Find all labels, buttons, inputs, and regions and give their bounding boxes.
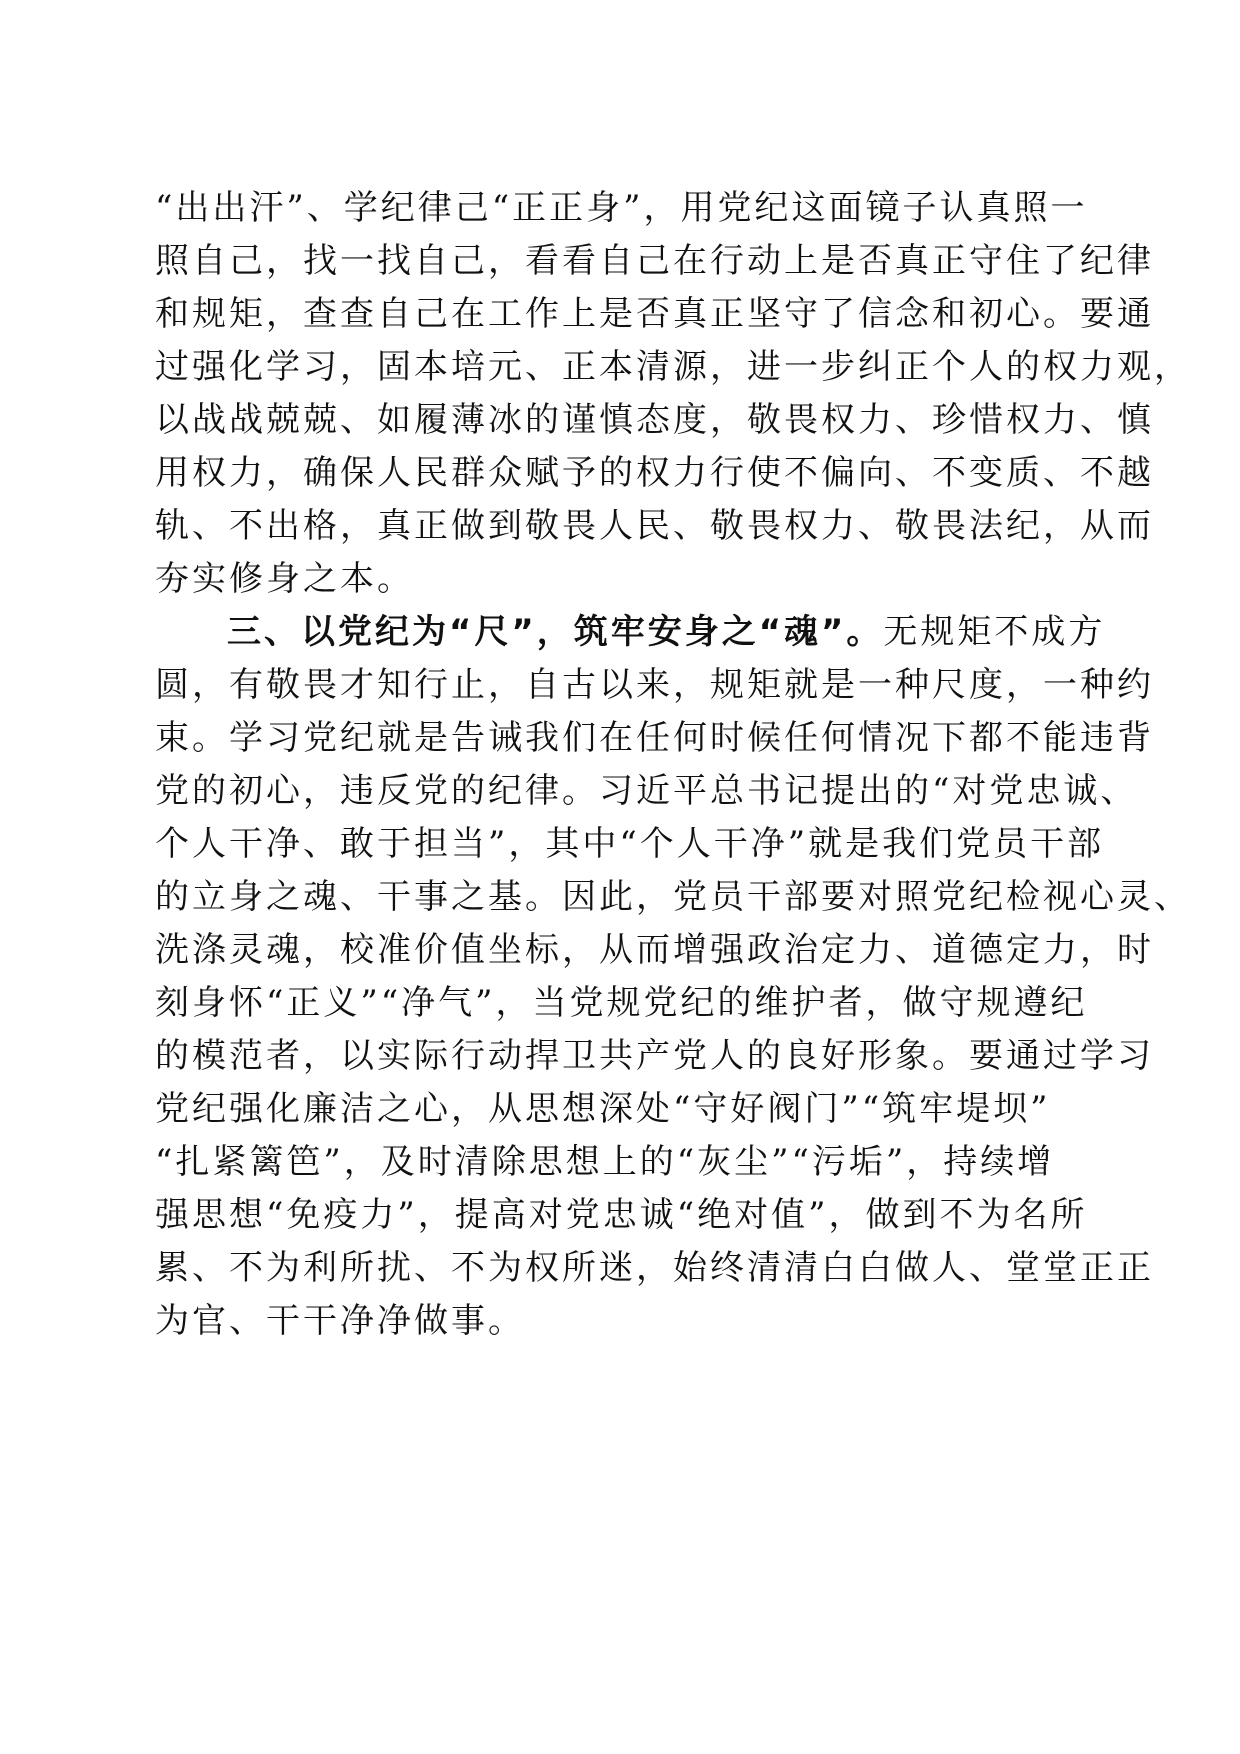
paragraph-line: 刻身怀“正义”“净气”，当党规党纪的维护者，做守规遵纪 <box>155 983 1088 1023</box>
paragraph-line: 洗涤灵魂，校准价值坐标，从而增强政治定力、道德定力，时 <box>155 930 1154 970</box>
paragraph-line: 累、不为利所扰、不为权所迷，始终清清白白做人、堂堂正正 <box>155 1248 1154 1288</box>
paragraph-line: 个人干净、敢于担当”，其中“个人干净”就是我们党员干部 <box>155 824 1105 864</box>
paragraph-line: 党的初心，违反党的纪律。习近平总书记提出的“对党忠诚、 <box>155 771 1138 811</box>
paragraph-line: 和规矩，查查自己在工作上是否真正坚守了信念和初心。要通 <box>155 294 1154 334</box>
paragraph-line: 轨、不出格，真正做到敬畏人民、敬畏权力、敬畏法纪，从而 <box>155 506 1154 546</box>
paragraph-line: “出出汗”、学纪律己“正正身”，用党纪这面镜子认真照一 <box>155 188 1088 228</box>
paragraph-line: 用权力，确保人民群众赋予的权力行使不偏向、不变质、不越 <box>155 453 1154 493</box>
paragraph-line: 为官、干干净净做事。 <box>155 1301 525 1341</box>
paragraph-line: 圆，有敬畏才知行止，自古以来，规矩就是一种尺度，一种约 <box>155 665 1154 705</box>
document-body <box>155 182 1191 1348</box>
paragraph-line: 束。学习党纪就是告诫我们在任何时候任何情况下都不能违背 <box>155 718 1154 758</box>
section-heading-line <box>155 606 1106 659</box>
section-3-heading-tail: 无规矩不成方 <box>883 612 1106 652</box>
paragraph-line: 的立身之魂、干事之基。因此，党员干部要对照党纪检视心灵、 <box>155 877 1191 917</box>
paragraph-line: 以战战兢兢、如履薄冰的谨慎态度，敬畏权力、珍惜权力、慎 <box>155 400 1154 440</box>
paragraph-line: 的模范者，以实际行动捍卫共产党人的良好形象。要通过学习 <box>155 1036 1154 1076</box>
section-3-heading: 三、以党纪为“尺”，筑牢安身之“魂”。 <box>227 612 884 652</box>
paragraph-line: 夯实修身之本。 <box>155 559 414 599</box>
paragraph-line: “扎紧篱笆”，及时清除思想上的“灰尘”“污垢”，持续增 <box>155 1142 1055 1182</box>
paragraph-line: 过强化学习，固本培元、正本清源，进一步纠正个人的权力观， <box>155 347 1191 387</box>
paragraph-line: 强思想“免疫力”，提高对党忠诚“绝对值”，做到不为名所 <box>155 1195 1088 1235</box>
paragraph-line: 照自己，找一找自己，看看自己在行动上是否真正守住了纪律 <box>155 241 1154 281</box>
paragraph-line: 党纪强化廉洁之心，从思想深处“守好阀门”“筑牢堤坝” <box>155 1089 1051 1129</box>
